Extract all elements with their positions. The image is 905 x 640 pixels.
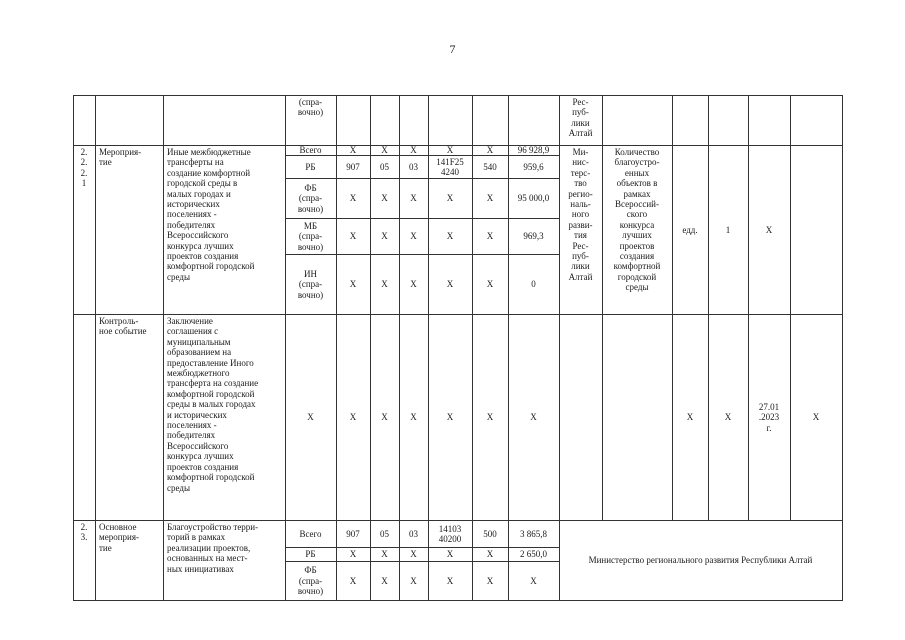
r3-sub0-c5: 500 <box>483 528 497 539</box>
r1-sub2-c5: Х <box>486 193 494 204</box>
r3-sub0-c2: 05 <box>380 528 389 539</box>
r1-sub4-c1: Х <box>349 279 357 290</box>
r0-source: (спра- вочно) <box>297 97 324 118</box>
r2-type: Контроль- ное событие <box>99 316 147 337</box>
cell-r0-c2 <box>163 95 286 146</box>
cell-r0-c9 <box>508 95 560 146</box>
cell-r0-c4 <box>336 95 371 146</box>
r3-sub2-c2: Х <box>381 575 388 586</box>
r3-sub0-c1: 907 <box>346 528 360 539</box>
r3-sub1-src: РБ <box>305 549 316 560</box>
cell-r0-c5 <box>370 95 400 146</box>
r3-sub2-c5: Х <box>486 575 494 586</box>
r3-sub0-c6: 3 865,8 <box>520 528 547 539</box>
cell-r0-c11 <box>602 95 673 146</box>
r1-sub0-src: Всего <box>299 145 322 156</box>
r1-sub2-c1: Х <box>349 193 357 204</box>
cell-r0-c15 <box>790 95 843 146</box>
r1-sub4-c3: Х <box>410 279 417 290</box>
cell-r2-c0 <box>73 314 96 521</box>
r1-sub0-c3: Х <box>410 145 417 156</box>
cell-r1-c15 <box>790 145 843 315</box>
r1-sub3-c4: Х <box>446 231 454 242</box>
r3-responsible-merged: Министерство регионального развития Республики Алтай <box>588 555 813 566</box>
r1-unit: едд. <box>682 224 698 235</box>
r1-sub3-c2: Х <box>381 231 388 242</box>
cell-r2-c11 <box>602 314 673 521</box>
r1-sub4-c4: Х <box>446 279 454 290</box>
r1-target: Х <box>765 224 773 235</box>
r1-sub2-c6: 95 000,0 <box>517 193 550 204</box>
r1-sub2-c2: Х <box>381 193 388 204</box>
r3-sub1-c3: Х <box>410 549 417 560</box>
r3-type: Основное мероприя- тие <box>99 522 139 553</box>
r1-sub4-c5: Х <box>486 279 494 290</box>
r3-sub1-c1: Х <box>349 549 357 560</box>
r0-responsible: Рес- пуб- лики Алтай <box>568 97 593 139</box>
r3-sub2-c6: Х <box>530 575 537 586</box>
r1-sub3-src: МБ (спра- вочно) <box>297 220 324 252</box>
r1-sub2-c3: Х <box>410 193 417 204</box>
r1-sub1-c2: 05 <box>380 161 389 172</box>
r2-date: 27.01 .2023 г. <box>758 401 780 433</box>
r1-sub3-c1: Х <box>349 231 357 242</box>
cell-r2-c10 <box>559 314 603 521</box>
r1-sub0-c6: 96 928,9 <box>517 145 550 156</box>
r2-src: Х <box>307 412 314 423</box>
r1-sub1-c5: 540 <box>483 161 497 172</box>
r2-c6: Х <box>530 412 537 423</box>
r1-sub0-c5: Х <box>486 145 494 156</box>
r1-sub3-c3: Х <box>410 231 417 242</box>
cell-r0-c0 <box>73 95 96 146</box>
r1-sub0-c2: Х <box>381 145 388 156</box>
r1-number: 2. 2. 2. 1 <box>80 147 88 189</box>
r1-name: Иные межбюджетные трансферты на создание комфортной городской среды в малых городах и исторических поселениях - победителях Всероссийского конкурса лучших проектов создания комфортной городской среды <box>167 147 255 282</box>
r1-sub3-c5: Х <box>486 231 494 242</box>
r1-responsible: Ми- нис- терс- тво регио- наль- ного разви- тия Рес- пуб- лики Алтай <box>568 147 593 282</box>
r3-sub0-c3: 03 <box>409 528 418 539</box>
cell-r0-c7 <box>428 95 473 146</box>
r1-sub2-src: ФБ (спра- вочно) <box>297 182 324 214</box>
r1-sub0-c4: Х <box>446 145 454 156</box>
r2-c2: Х <box>381 412 388 423</box>
r3-sub1-c4: Х <box>446 549 454 560</box>
r3-number: 2. 3. <box>80 522 88 543</box>
r1-sub1-c6: 959,6 <box>523 161 544 172</box>
cell-r0-c8 <box>472 95 509 146</box>
cell-r0-c6 <box>399 95 429 146</box>
r1-sub3-c6: 969,3 <box>523 231 544 242</box>
r1-sub1-c3: 03 <box>409 161 418 172</box>
r3-sub0-c4: 14103 40200 <box>438 523 462 544</box>
r1-sub4-src: ИН (спра- вочно) <box>297 268 324 300</box>
r1-sub1-c1: 907 <box>346 161 360 172</box>
r2-target: Х <box>812 412 820 423</box>
r3-sub1-c6: 2 650,0 <box>520 549 547 560</box>
r1-sub2-c4: Х <box>446 193 454 204</box>
r1-type: Мероприя- тие <box>99 147 142 168</box>
cell-r0-c12 <box>672 95 709 146</box>
r1-sub4-c6: 0 <box>531 279 536 290</box>
cell-r0-c1 <box>95 95 164 146</box>
r1-sub4-c2: Х <box>381 279 388 290</box>
r2-base: Х <box>724 412 732 423</box>
r3-sub2-c3: Х <box>410 575 417 586</box>
cell-r0-c14 <box>748 95 791 146</box>
r3-sub0-src: Всего <box>299 528 322 539</box>
r3-name: Благоустройство терри- торий в рамках реализации проектов, основанных на мест- ных инициативах <box>167 522 259 574</box>
r1-indicator: Количество благоустро- енных объектов в рамках Всероссий- ского конкурса лучших проектов создания комфортной городской среды <box>613 147 661 293</box>
r1-sub1-src: РБ <box>305 161 316 172</box>
r3-sub1-c2: Х <box>381 549 388 560</box>
r3-sub2-src: ФБ (спра- вочно) <box>297 565 324 597</box>
r1-sub0-c1: Х <box>349 145 357 156</box>
r2-c5: Х <box>486 412 494 423</box>
r2-c4: Х <box>446 412 454 423</box>
r2-c3: Х <box>410 412 417 423</box>
r2-unit: Х <box>686 412 694 423</box>
cell-r0-c13 <box>708 95 749 146</box>
r2-name: Заключение соглашения с муниципальным образованием на предоставление Иного межбюджетного трансферта на создание комфортной городской среды в малых городах и исторических поселениях - победителях Всероссийского конкурса лучших проектов создания комфортной городской среды <box>167 316 259 493</box>
page-number: 7 <box>449 42 456 56</box>
r3-sub2-c4: Х <box>446 575 454 586</box>
r2-c1: Х <box>349 412 357 423</box>
r1-sub1-c4: 141F25 4240 <box>436 156 464 177</box>
r3-sub1-c5: Х <box>486 549 494 560</box>
r1-base: 1 <box>725 224 731 235</box>
r3-sub2-c1: Х <box>349 575 357 586</box>
